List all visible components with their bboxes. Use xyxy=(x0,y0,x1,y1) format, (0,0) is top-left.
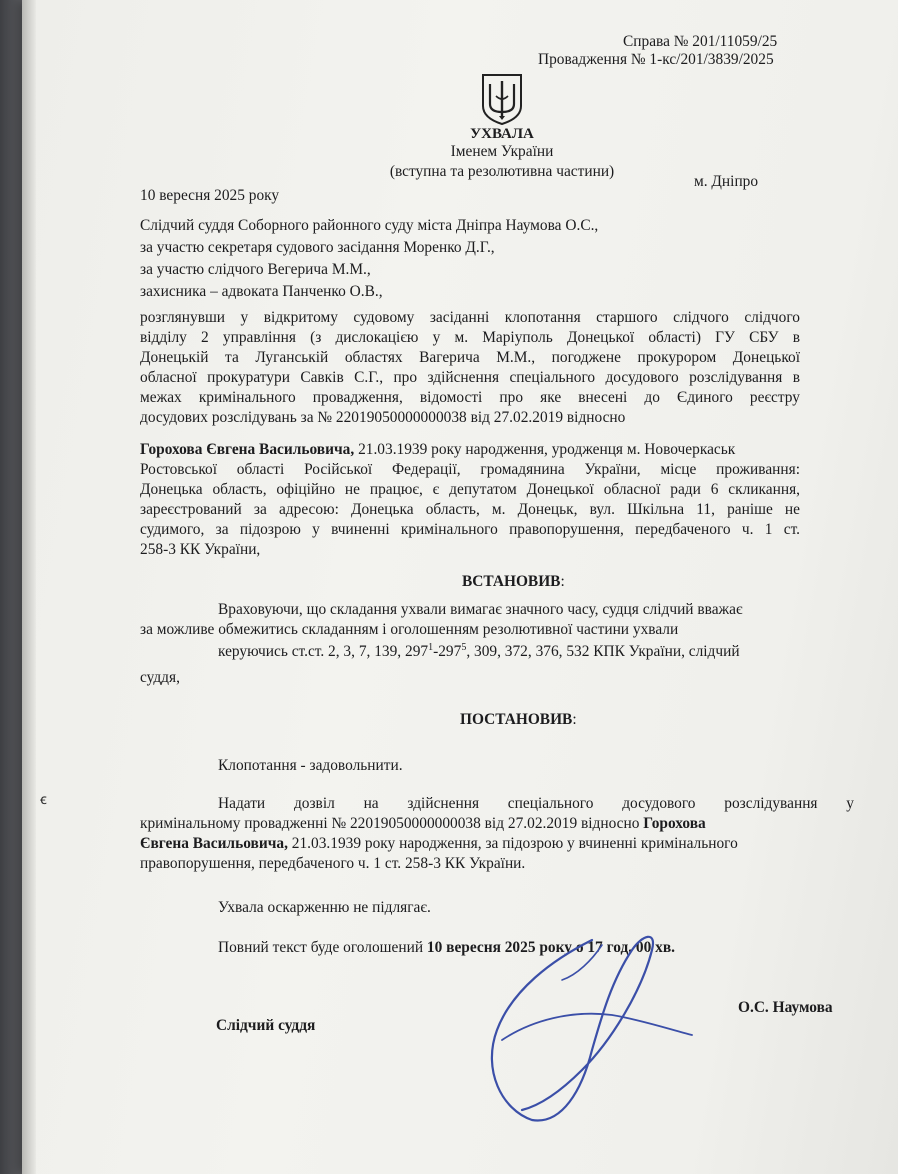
resolved-item: Клопотання - задовольнити. xyxy=(218,757,403,774)
suspect-line: зареєстрований за адресою: Донецька область, м. Донецьк, вул. Шкільна 11, раніше не xyxy=(140,501,800,518)
articles-part: -297 xyxy=(433,643,462,660)
participant-line: за участю секретаря судового засідання Моренко Д.Г., xyxy=(140,239,495,256)
articles-part: , 309, 372, 376, 532 КПК України, слідчий xyxy=(466,643,740,660)
document-date: 10 вересня 2025 року xyxy=(140,187,280,204)
considered-line: обласної прокуратури Савків С.Г., про здійснення спеціального досудового розслідування в xyxy=(140,369,800,386)
suspect-first-line xyxy=(140,440,735,460)
ukraine-trident-icon xyxy=(480,72,524,126)
participant-line: захисника – адвоката Панченко О.В., xyxy=(140,283,383,300)
considered-line: межах кримінального провадження, відомості про яке внесені до Єдиного реєстру xyxy=(140,389,800,406)
established-heading-text: ВСТАНОВИВ xyxy=(462,573,561,590)
articles-superscript: 1 xyxy=(428,641,434,653)
considered-line: відділу 2 управління (з дислокацією у м. Маріуполь Донецької області) ГУ СБУ в xyxy=(140,329,800,346)
resolved-item-line xyxy=(140,834,738,854)
suspect-line: Донецька область, офіційно не працює, є депутатом Донецької обласної ради 6 скликання, xyxy=(140,481,800,498)
established-line: Враховуючи, що складання ухвали вимагає значного часу, судця слідчий вважає xyxy=(218,601,743,618)
articles-part: керуючись ст.ст. 2, 3, 7, 139, 297 xyxy=(218,643,429,660)
participant-line: Слідчий суддя Соборного районного суду міста Дніпра Наумова О.С., xyxy=(140,217,599,234)
document-type-heading: УХВАЛА xyxy=(470,126,534,142)
signature-name: О.С. Наумова xyxy=(738,999,833,1016)
resolved-text: 21.03.1939 року народження, за підозрою у вчиненні кримінального xyxy=(287,835,738,852)
considered-line: досудових розслідувань за № 22019050000000038 від 27.02.2019 відносно xyxy=(140,409,626,426)
resolved-item-line: правопорушення, передбаченого ч. 1 ст. 258-3 КК України. xyxy=(140,855,526,872)
announcement-time: 10 вересня 2025 року о 17 год. 00 хв. xyxy=(426,939,676,956)
document-page xyxy=(22,0,898,1174)
page-edge-shadow xyxy=(22,0,36,1174)
suspect-line: 258-3 КК України, xyxy=(140,541,261,558)
document-parts-note: (вступна та резолютивна частини) xyxy=(389,163,615,180)
case-number: Справа № 201/11059/25 xyxy=(623,33,778,50)
established-heading xyxy=(462,572,565,592)
proceedings-number: Провадження № 1-кс/201/3839/2025 xyxy=(538,51,774,68)
suspect-surname: Горохова xyxy=(643,815,706,832)
in-the-name-of-ukraine: Іменем України xyxy=(450,143,554,160)
resolved-heading-text: ПОСТАНОВИВ xyxy=(460,711,573,728)
suspect-line: Ростовської області Російської Федерації, громадянина України, місце проживання: xyxy=(140,461,800,478)
considered-line: Донецькій та Луганській областях Вагерича М.М., погоджене прокурором Донецької xyxy=(140,349,800,366)
document-city: м. Дніпро xyxy=(694,173,759,190)
suspect-name: Горохова Євгена Васильовича, xyxy=(140,441,355,458)
articles-superscript: 5 xyxy=(461,641,467,653)
suspect-given-names: Євгена Васильовича, xyxy=(140,835,288,852)
resolved-heading-colon: : xyxy=(572,711,577,728)
considered-line: розглянувши у відкритому судовому засіданні клопотання старшого слідчого слідчого xyxy=(140,309,800,326)
full-text-announcement: Повний текст буде оголошений xyxy=(218,939,427,956)
suspect-birth-info: 21.03.1939 року народження, уродженця м. Новочеркаськ xyxy=(354,441,736,458)
signature-role: Слідчий суддя xyxy=(216,1017,316,1034)
margin-mark: ꞓ xyxy=(40,793,47,808)
established-heading-colon: : xyxy=(560,573,565,590)
resolved-item-line xyxy=(140,814,706,834)
established-line: суддя, xyxy=(140,669,180,686)
resolved-item: Надати дозвіл на здійснення спеціального досудового розслідування у xyxy=(218,795,854,812)
established-line: за можливе обмежитись складанням і оголошенням резолютивної частини ухвали xyxy=(140,621,679,638)
established-line-articles xyxy=(218,642,740,662)
suspect-line: судимого, за підозрою у вчиненні кримінального правопорушення, передбаченого ч. 1 ст. xyxy=(140,521,800,538)
participant-line: за участю слідчого Вегерича М.М., xyxy=(140,261,371,278)
resolved-heading xyxy=(460,710,577,730)
resolved-item: Ухвала оскарженню не підлягає. xyxy=(218,899,431,916)
resolved-text: кримінальному провадженні № 22019050000000038 від 27.02.2019 відносно xyxy=(140,815,644,832)
handwritten-signature-icon xyxy=(442,920,702,1140)
